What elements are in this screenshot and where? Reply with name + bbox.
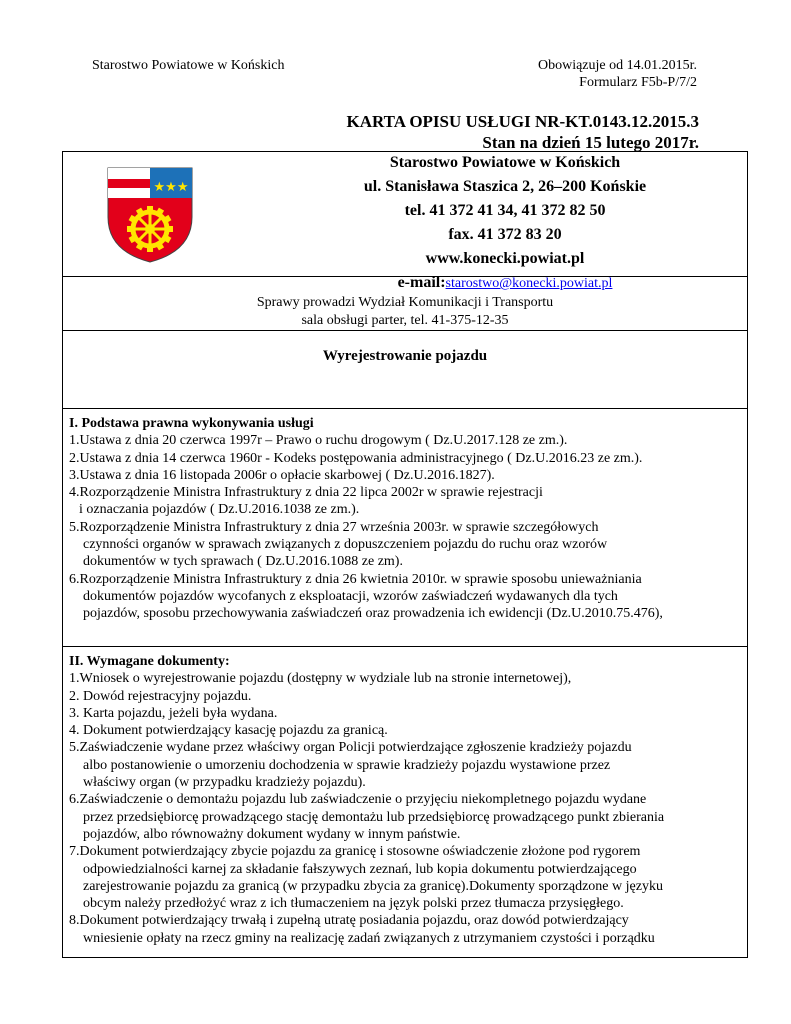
list-item: 7.Dokument potwierdzający zbycie pojazdu za granicę i stosowne oświadczenie złożone pod rygorem <box>69 844 641 860</box>
form-number: Formularz F5b-P/7/2 <box>579 75 697 90</box>
list-item: 5.Zaświadczenie wydane przez właściwy organ Policji potwierdzające zgłoszenie kradzieży pojazdu <box>69 740 632 756</box>
list-item-continuation: dokumentów w tych sprawach ( Dz.U.2016.1088 ze zm). <box>83 554 403 570</box>
list-item: 4. Dokument potwierdzający kasację pojazdu za granicą. <box>69 723 388 739</box>
list-item: 6.Zaświadczenie o demontażu pojazdu lub zaświadczenie o przyjęciu niekompletnego pojazdu wydane <box>69 792 647 808</box>
legal-basis-section <box>62 408 748 647</box>
contact-email-label: e-mail: <box>397 274 446 291</box>
list-item-continuation: pojazdów, albo równoważny dokument wydany w innym państwie. <box>83 826 461 842</box>
list-item-continuation: i oznaczania pojazdów ( Dz.U.2016.1038 ze zm.). <box>79 502 360 518</box>
list-item-continuation: wniesienie opłaty na rzecz gminy na realizację zadań związanych z utrzymaniem czystości i porządku <box>83 930 655 946</box>
department-room: sala obsługi parter, tel. 41-375-12-35 <box>301 313 509 328</box>
list-item-continuation: zarejestrowanie pojazdu za granicą (w przypadku zbycia za granicę).Dokumenty sporządzone w języku <box>83 878 663 894</box>
contact-website[interactable]: www.konecki.powiat.pl <box>425 250 585 267</box>
document-status-date: Stan na dzień 15 lutego 2017r. <box>482 133 699 152</box>
list-item: 3. Karta pojazdu, jeżeli była wydana. <box>69 705 278 721</box>
contact-box <box>62 151 748 291</box>
document-title: KARTA OPISU USŁUGI NR-KT.0143.12.2015.3 <box>346 112 699 131</box>
list-item: 3.Ustawa z dnia 16 listopada 2006r o opłacie skarbowej ( Dz.U.2016.1827). <box>69 467 495 483</box>
list-item: 5.Rozporządzenie Ministra Infrastruktury z dnia 27 września 2003r. w sprawie szczegółowych <box>69 519 599 535</box>
list-item-continuation: odpowiedzialności karnej za składanie fałszywych zeznań, lub kopia dokumentu potwierdzającego <box>83 861 637 877</box>
list-item: 4.Rozporządzenie Ministra Infrastruktury z dnia 22 lipca 2002r w sprawie rejestracji <box>69 485 543 501</box>
list-item: 8.Dokument potwierdzający trwałą i zupełną utratę posiadania pojazdu, oraz dowód potwierdzający <box>69 913 629 929</box>
required-documents-section <box>62 646 748 958</box>
list-item-continuation: przez przedsiębiorcę prowadzącego stację demontażu lub przedsiębiorcę prowadzącego punkt zbierania <box>83 809 665 825</box>
department-name: Sprawy prowadzi Wydział Komunikacji i Transportu <box>256 295 554 310</box>
list-item-continuation: czynności organów w sprawach związanych z dopuszczeniem pojazdu do ruchu oraz wzorów <box>83 537 608 553</box>
contact-office-name: Starostwo Powiatowe w Końskich <box>389 154 621 171</box>
list-item: 2.Ustawa z dnia 14 czerwca 1960r - Kodeks postępowania administracyjnego ( Dz.U.2016.23 ze zm.). <box>69 450 643 466</box>
contact-fax: fax. 41 372 83 20 <box>448 226 562 243</box>
contact-phone: tel. 41 372 41 34, 41 372 82 50 <box>404 202 606 219</box>
office-name: Starostwo Powiatowe w Końskich <box>92 58 285 73</box>
list-item: 1.Wniosek o wyrejestrowanie pojazdu (dostępny w wydziale lub na stronie internetowej), <box>69 671 572 687</box>
legal-basis-heading: I. Podstawa prawna wykonywania usługi <box>69 416 314 431</box>
list-item: 1.Ustawa z dnia 20 czerwca 1997r – Prawo o ruchu drogowym ( Dz.U.2017.128 ze zm.). <box>69 433 568 449</box>
valid-from: Obowiązuje od 14.01.2015r. <box>537 58 697 73</box>
list-item: 6.Rozporządzenie Ministra Infrastruktury z dnia 26 kwietnia 2010r. w sprawie sposobu unieważniania <box>69 571 642 587</box>
contact-address: ul. Stanisława Staszica 2, 26–200 Końskie <box>363 178 647 195</box>
county-coat-of-arms-icon <box>107 167 193 263</box>
service-box <box>62 330 748 409</box>
svg-text:★★★: ★★★ <box>153 180 189 195</box>
list-item-continuation: dokumentów pojazdów wycofanych z eksploatacji, wzorów zaświadczeń wydawanych dla tych <box>83 588 618 604</box>
list-item: 2. Dowód rejestracyjny pojazdu. <box>69 688 252 704</box>
list-item-continuation: obcym należy przedłożyć wraz z ich tłumaczeniem na język polski przez tłumacza przysięgłego. <box>83 896 624 912</box>
service-name: Wyrejestrowanie pojazdu <box>322 348 488 364</box>
contact-email-link[interactable]: starostwo@konecki.powiat.pl <box>445 276 613 291</box>
list-item-continuation: właściwy organ (w przypadku kradzieży pojazdu). <box>83 775 366 791</box>
department-box <box>62 276 748 331</box>
list-item-continuation: albo postanowienie o umorzeniu dochodzenia w sprawie kradzieży pojazdu wystawione przez <box>83 757 611 773</box>
list-item-continuation: pojazdów, sposobu przechowywania zaświadczeń oraz prowadzenia ich ewidencji (Dz.U.2010.75.476), <box>83 606 663 622</box>
required-documents-heading: II. Wymagane dokumenty: <box>69 654 230 669</box>
